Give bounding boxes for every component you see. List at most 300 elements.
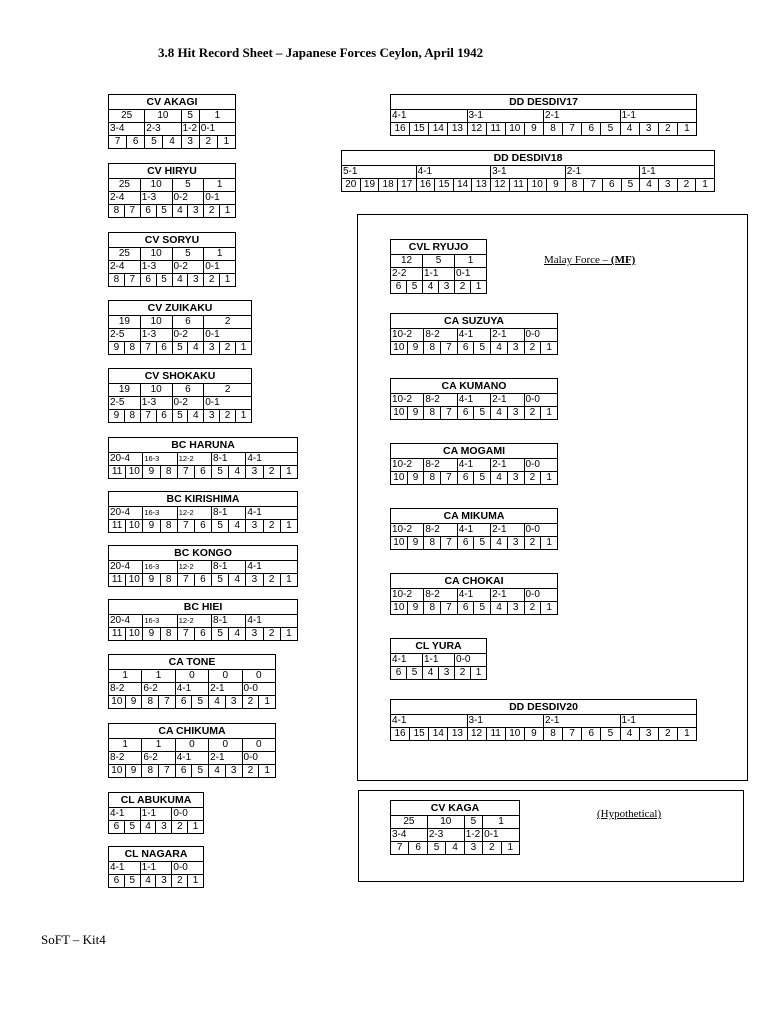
damage-value: 12-2	[177, 507, 211, 520]
hit-box: 2	[199, 136, 217, 149]
hit-box: 6	[194, 466, 211, 479]
page-title: 3.8 Hit Record Sheet – Japanese Forces Ceylon, April 1942	[158, 45, 484, 60]
hit-box: 10	[391, 602, 408, 615]
damage-value: 2-1	[491, 589, 524, 602]
hit-box: 10	[109, 696, 126, 709]
hit-box: 2	[524, 537, 541, 550]
ship-name: CV SHOKAKU	[109, 369, 252, 384]
hit-record-table	[390, 638, 487, 680]
damage-value: 16-3	[143, 561, 177, 574]
hit-box: 4	[491, 407, 508, 420]
damage-value: 25	[109, 248, 141, 261]
damage-value: 0-0	[172, 862, 204, 875]
hit-box: 18	[379, 179, 398, 192]
hit-box: 20	[342, 179, 361, 192]
hit-box: 10	[109, 765, 126, 778]
hit-box: 2	[524, 407, 541, 420]
damage-value: 4-1	[457, 329, 490, 342]
damage-value: 16-3	[143, 507, 177, 520]
hit-box: 6	[140, 274, 156, 287]
damage-value: 0-1	[455, 268, 487, 281]
hit-box: 3	[507, 342, 524, 355]
hit-box: 2	[172, 821, 188, 834]
hit-box: 11	[486, 728, 505, 741]
hit-record-table	[108, 846, 204, 888]
ship-cv-akagi	[108, 94, 236, 149]
hit-box: 6	[582, 123, 601, 136]
hit-box: 10	[528, 179, 547, 192]
hit-box: 1	[188, 821, 204, 834]
hit-box: 1	[280, 574, 297, 587]
hit-box: 4	[229, 466, 246, 479]
hit-box: 13	[448, 123, 467, 136]
hit-box: 10	[126, 574, 143, 587]
damage-value: 5	[181, 110, 199, 123]
hit-box: 9	[143, 520, 160, 533]
ship-dd-desdiv18	[341, 150, 715, 192]
hit-box: 5	[212, 628, 229, 641]
hit-box: 2	[524, 472, 541, 485]
hit-record-table	[108, 94, 236, 149]
hit-box: 8	[424, 342, 441, 355]
damage-value: 5-1	[342, 166, 417, 179]
hit-box: 4	[491, 537, 508, 550]
hit-box: 8	[109, 205, 125, 218]
hit-box: 3	[181, 136, 199, 149]
damage-value: 4-1	[109, 862, 141, 875]
hit-box: 2	[220, 410, 236, 423]
ship-cl-abukuma	[108, 792, 204, 834]
damage-value: 10-2	[391, 459, 424, 472]
hit-box: 9	[407, 342, 424, 355]
hit-box: 8	[142, 765, 159, 778]
hit-box: 4	[640, 179, 659, 192]
damage-value: 19	[109, 384, 141, 397]
damage-value: 8-2	[424, 459, 457, 472]
damage-value: 8-1	[212, 453, 246, 466]
hit-box: 7	[391, 842, 409, 855]
hit-box: 16	[416, 179, 435, 192]
hit-record-table	[108, 437, 298, 479]
damage-value: 1-2	[464, 829, 482, 842]
hit-record-table	[390, 443, 558, 485]
damage-value: 1-3	[140, 192, 172, 205]
hit-box: 3	[246, 574, 263, 587]
hit-box: 1	[259, 696, 276, 709]
hit-box: 9	[143, 628, 160, 641]
hit-box: 4	[163, 136, 181, 149]
damage-value: 10	[140, 316, 172, 329]
hit-box: 3	[439, 667, 455, 680]
hit-box: 2	[455, 667, 471, 680]
hit-box: 1	[280, 520, 297, 533]
hit-box: 7	[140, 342, 156, 355]
ship-name: CA KUMANO	[391, 379, 558, 394]
hit-box: 2	[483, 842, 501, 855]
ship-bc-kirishima	[108, 491, 298, 533]
damage-value: 2-2	[391, 268, 423, 281]
hit-box: 19	[360, 179, 379, 192]
ship-cl-yura	[390, 638, 487, 680]
ship-name: DD DESDIV18	[342, 151, 715, 166]
damage-value: 4-1	[246, 561, 298, 574]
ship-name: CA CHIKUMA	[109, 724, 276, 739]
hit-box: 1	[236, 410, 252, 423]
ship-cv-zuikaku	[108, 300, 252, 355]
damage-value: 0	[209, 670, 242, 683]
hit-box: 11	[109, 466, 126, 479]
hit-box: 2	[658, 728, 677, 741]
hit-box: 6	[582, 728, 601, 741]
ship-bc-haruna	[108, 437, 298, 479]
malay-force-note: Malay Force – (MF)	[544, 254, 636, 266]
damage-value: 0-0	[524, 524, 558, 537]
hit-box: 5	[124, 875, 140, 888]
damage-value: 8-2	[424, 329, 457, 342]
ship-ca-tone	[108, 654, 276, 709]
hit-box: 2	[204, 274, 220, 287]
damage-value: 0-0	[524, 459, 558, 472]
damage-value: 0-0	[524, 589, 558, 602]
damage-value: 0-0	[172, 808, 204, 821]
hit-record-table	[108, 654, 276, 709]
hit-box: 5	[474, 342, 491, 355]
hit-box: 7	[563, 728, 582, 741]
hit-box: 5	[192, 696, 209, 709]
hit-box: 4	[188, 342, 204, 355]
damage-value: 0-0	[524, 394, 558, 407]
hit-box: 8	[424, 407, 441, 420]
hit-box: 3	[507, 472, 524, 485]
hit-box: 5	[474, 602, 491, 615]
hit-box: 11	[509, 179, 528, 192]
hit-box: 3	[188, 274, 204, 287]
damage-value: 4-1	[246, 615, 298, 628]
damage-value: 1	[109, 670, 142, 683]
damage-value: 4-1	[457, 589, 490, 602]
damage-value: 8-2	[424, 589, 457, 602]
hit-box: 2	[263, 574, 280, 587]
damage-value: 0	[242, 739, 276, 752]
damage-value: 1	[483, 816, 520, 829]
hit-box: 12	[467, 728, 486, 741]
hit-box: 3	[246, 520, 263, 533]
damage-value: 2-1	[544, 715, 621, 728]
damage-value: 4-1	[391, 715, 468, 728]
hit-record-table	[108, 723, 276, 778]
damage-value: 2-4	[109, 261, 141, 274]
hit-box: 6	[175, 696, 192, 709]
damage-value: 2-1	[491, 459, 524, 472]
hit-box: 1	[541, 602, 558, 615]
ship-name: CA MIKUMA	[391, 509, 558, 524]
ship-bc-hiei	[108, 599, 298, 641]
ship-name: CV KAGA	[391, 801, 520, 816]
hit-box: 7	[584, 179, 603, 192]
damage-value: 0	[209, 739, 242, 752]
hit-box: 2	[172, 875, 188, 888]
damage-value: 2-1	[209, 752, 242, 765]
ship-bc-kongo	[108, 545, 298, 587]
hit-box: 6	[175, 765, 192, 778]
hit-box: 10	[391, 537, 408, 550]
damage-value: 0-1	[204, 397, 252, 410]
hit-box: 14	[429, 728, 448, 741]
damage-value: 8-2	[424, 524, 457, 537]
hit-box: 5	[192, 765, 209, 778]
hit-box: 3	[156, 875, 172, 888]
hit-record-table	[390, 573, 558, 615]
damage-value: 4-1	[175, 752, 208, 765]
ship-cv-shokaku	[108, 368, 252, 423]
damage-value: 0-2	[172, 397, 204, 410]
hit-box: 4	[446, 842, 464, 855]
hit-box: 1	[217, 136, 235, 149]
hit-box: 1	[471, 281, 487, 294]
damage-value: 1-1	[423, 268, 455, 281]
damage-value: 0	[242, 670, 276, 683]
hit-record-table	[390, 378, 558, 420]
damage-value: 10	[145, 110, 181, 123]
ship-cv-soryu	[108, 232, 236, 287]
damage-value: 8-1	[212, 561, 246, 574]
damage-value: 1-3	[140, 329, 172, 342]
hit-box: 4	[229, 574, 246, 587]
hit-box: 9	[143, 466, 160, 479]
hit-box: 5	[212, 520, 229, 533]
damage-value: 2-5	[109, 397, 141, 410]
damage-value: 10	[427, 816, 464, 829]
damage-value: 2-1	[565, 166, 640, 179]
hit-box: 9	[407, 537, 424, 550]
hit-box: 3	[639, 728, 658, 741]
hit-box: 4	[209, 765, 226, 778]
ship-ca-chokai	[390, 573, 558, 615]
hit-box: 13	[472, 179, 491, 192]
hit-box: 1	[677, 123, 696, 136]
ship-cv-hiryu	[108, 163, 236, 218]
hit-box: 4	[620, 728, 639, 741]
ship-cl-nagara	[108, 846, 204, 888]
ship-ca-kumano	[390, 378, 558, 420]
damage-value: 3-1	[467, 110, 544, 123]
damage-value: 1	[142, 670, 175, 683]
hit-record-table	[390, 94, 697, 136]
hit-box: 6	[156, 342, 172, 355]
damage-value: 10-2	[391, 589, 424, 602]
hit-box: 8	[124, 410, 140, 423]
hit-box: 1	[236, 342, 252, 355]
hit-box: 1	[541, 472, 558, 485]
hit-box: 8	[124, 342, 140, 355]
hit-box: 1	[541, 537, 558, 550]
damage-value: 25	[391, 816, 428, 829]
hit-box: 3	[464, 842, 482, 855]
damage-value: 0-1	[483, 829, 520, 842]
damage-value: 8-1	[212, 615, 246, 628]
damage-value: 0-0	[455, 654, 487, 667]
hit-box: 9	[524, 728, 543, 741]
hit-box: 10	[126, 520, 143, 533]
hit-box: 5	[212, 466, 229, 479]
hit-box: 10	[126, 628, 143, 641]
hit-box: 2	[242, 696, 259, 709]
damage-value: 4-1	[416, 166, 491, 179]
hit-box: 1	[188, 875, 204, 888]
hit-box: 3	[204, 342, 220, 355]
hit-box: 6	[194, 628, 211, 641]
damage-value: 4-1	[457, 394, 490, 407]
hit-record-table	[108, 232, 236, 287]
hit-box: 8	[142, 696, 159, 709]
ship-ca-mogami	[390, 443, 558, 485]
damage-value: 10	[140, 179, 172, 192]
hit-box: 2	[455, 281, 471, 294]
hit-box: 7	[177, 466, 194, 479]
hit-box: 4	[229, 628, 246, 641]
ship-dd-desdiv17	[390, 94, 697, 136]
hit-box: 8	[565, 179, 584, 192]
damage-value: 1-1	[620, 110, 697, 123]
hit-box: 12	[467, 123, 486, 136]
ship-dd-desdiv20	[390, 699, 697, 741]
damage-value: 0-2	[172, 329, 204, 342]
damage-value: 5	[423, 255, 455, 268]
damage-value: 16-3	[143, 615, 177, 628]
damage-value: 20-4	[109, 453, 143, 466]
hit-box: 3	[658, 179, 677, 192]
damage-value: 19	[109, 316, 141, 329]
ship-name: BC KIRISHIMA	[109, 492, 298, 507]
damage-value: 1-3	[140, 261, 172, 274]
hit-box: 4	[491, 472, 508, 485]
hit-box: 3	[507, 602, 524, 615]
damage-value: 2	[204, 316, 252, 329]
hit-record-table	[108, 491, 298, 533]
hit-box: 4	[423, 281, 439, 294]
hit-box: 16	[391, 728, 410, 741]
damage-value: 12-2	[177, 453, 211, 466]
damage-value: 3-1	[491, 166, 566, 179]
hit-record-table	[341, 150, 715, 192]
damage-value: 1-1	[640, 166, 715, 179]
hit-box: 8	[160, 628, 177, 641]
hit-box: 4	[209, 696, 226, 709]
hit-box: 10	[391, 472, 408, 485]
damage-value: 10-2	[391, 329, 424, 342]
hit-box: 8	[109, 274, 125, 287]
hit-box: 6	[602, 179, 621, 192]
footer: SoFT – Kit4	[41, 932, 106, 947]
hit-record-table	[108, 545, 298, 587]
hit-box: 3	[204, 410, 220, 423]
hit-record-table	[390, 699, 697, 741]
damage-value: 0	[175, 739, 208, 752]
hit-box: 4	[188, 410, 204, 423]
ship-name: BC HIEI	[109, 600, 298, 615]
damage-value: 1	[142, 739, 175, 752]
hit-box: 4	[172, 274, 188, 287]
hit-box: 6	[391, 667, 407, 680]
hit-box: 11	[109, 520, 126, 533]
hit-box: 6	[409, 842, 427, 855]
damage-value: 12-2	[177, 561, 211, 574]
hit-box: 10	[391, 407, 408, 420]
hit-box: 5	[156, 274, 172, 287]
hit-box: 8	[160, 466, 177, 479]
hit-box: 7	[441, 342, 458, 355]
hit-box: 4	[423, 667, 439, 680]
hit-box: 2	[677, 179, 696, 192]
hit-box: 2	[263, 466, 280, 479]
damage-value: 0-1	[199, 123, 235, 136]
hit-box: 5	[474, 472, 491, 485]
ship-name: CV HIRYU	[109, 164, 236, 179]
hit-box: 9	[547, 179, 566, 192]
hit-record-table	[390, 239, 487, 294]
hit-box: 6	[109, 875, 125, 888]
damage-value: 10	[140, 384, 172, 397]
damage-value: 8-2	[424, 394, 457, 407]
damage-value: 0-0	[524, 329, 558, 342]
ship-name: CA CHOKAI	[391, 574, 558, 589]
hit-box: 4	[491, 342, 508, 355]
hit-box: 5	[621, 179, 640, 192]
hit-box: 6	[109, 821, 125, 834]
hit-box: 2	[658, 123, 677, 136]
damage-value: 1-1	[620, 715, 697, 728]
hit-box: 1	[541, 407, 558, 420]
hit-record-table	[390, 313, 558, 355]
hit-box: 5	[145, 136, 163, 149]
hit-box: 15	[410, 728, 429, 741]
hit-box: 11	[109, 628, 126, 641]
hit-box: 5	[407, 281, 423, 294]
hit-box: 3	[225, 765, 242, 778]
damage-value: 12	[391, 255, 423, 268]
damage-value: 1-2	[181, 123, 199, 136]
hit-box: 8	[424, 472, 441, 485]
damage-value: 20-4	[109, 615, 143, 628]
hit-box: 2	[524, 342, 541, 355]
ship-cv-kaga	[390, 800, 520, 855]
hit-box: 9	[125, 765, 142, 778]
ship-ca-chikuma	[108, 723, 276, 778]
hit-box: 10	[505, 728, 524, 741]
hit-box: 5	[172, 410, 188, 423]
hit-box: 5	[172, 342, 188, 355]
hit-box: 6	[457, 602, 474, 615]
hit-box: 1	[259, 765, 276, 778]
damage-value: 1-1	[423, 654, 455, 667]
damage-value: 3-1	[467, 715, 544, 728]
ship-name: DD DESDIV17	[391, 95, 697, 110]
hit-box: 7	[140, 410, 156, 423]
hit-box: 7	[177, 574, 194, 587]
ship-name: CL YURA	[391, 639, 487, 654]
ship-name: CA MOGAMI	[391, 444, 558, 459]
hit-box: 7	[441, 472, 458, 485]
hit-box: 9	[125, 696, 142, 709]
damage-value: 4-1	[246, 507, 298, 520]
hit-box: 9	[109, 342, 125, 355]
damage-value: 6	[172, 384, 204, 397]
hit-record-table	[108, 599, 298, 641]
damage-value: 1	[204, 179, 236, 192]
hit-box: 3	[246, 628, 263, 641]
hit-box: 7	[159, 765, 176, 778]
hit-record-table	[390, 800, 520, 855]
